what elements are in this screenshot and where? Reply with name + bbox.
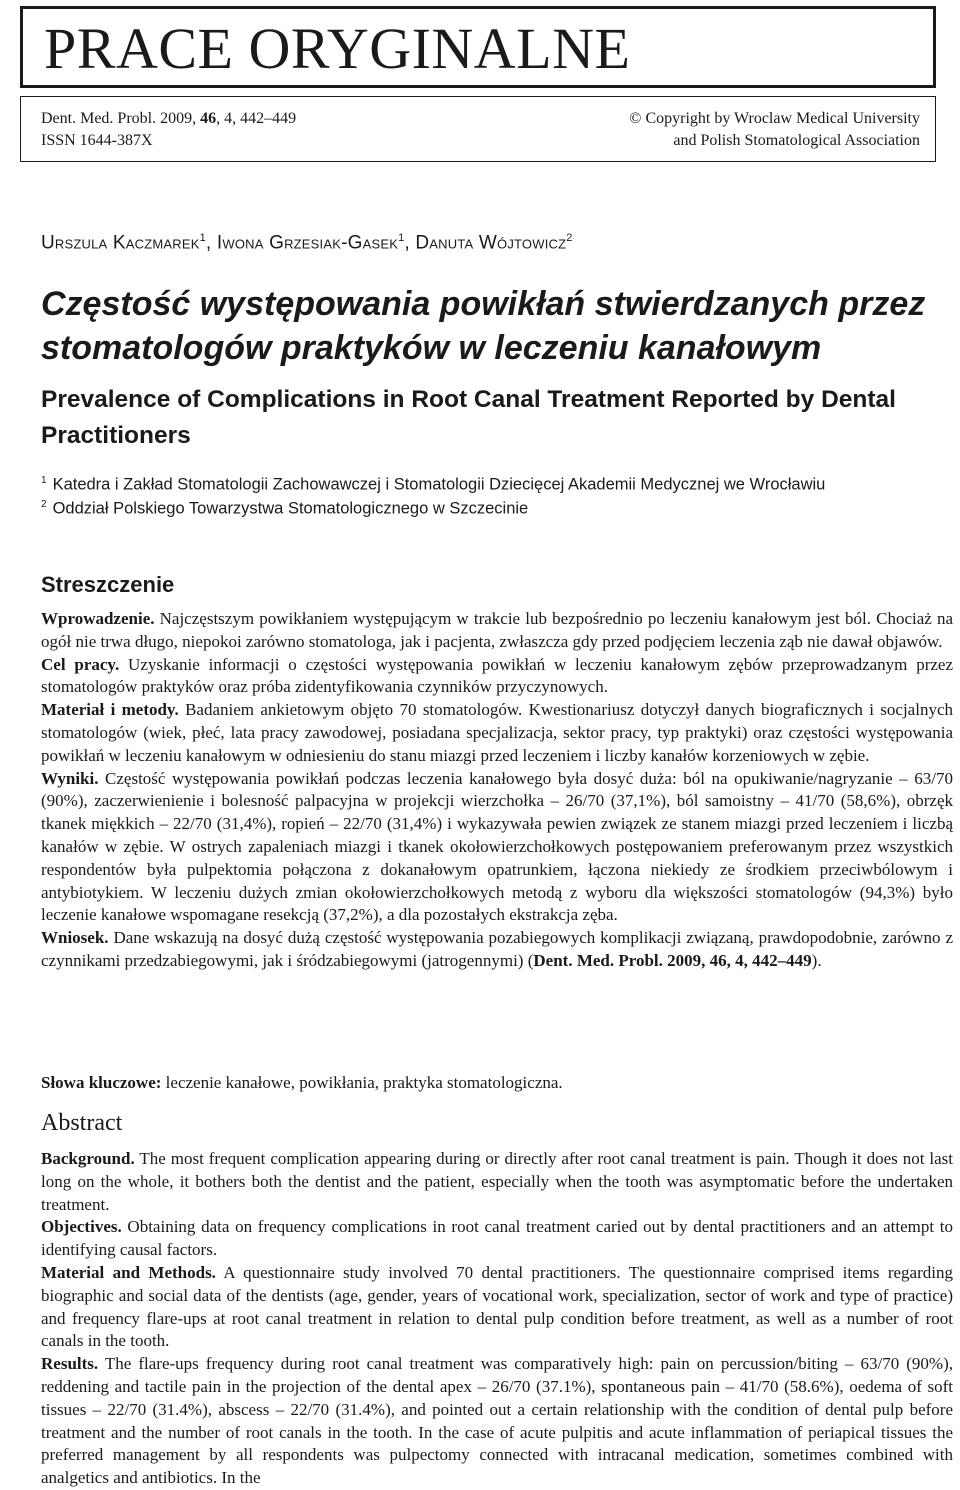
text-objectives: Obtaining data on frequency complications in root canal treatment caried out by dental practitioners and an attempt to identifying causal factors. (41, 1217, 953, 1260)
article-title-polish: Częstość występowania powikłań stwierdzanych przez stomatologów praktyków w leczeniu kanałowym (41, 285, 926, 367)
author-affil-mark: 1 (199, 232, 206, 244)
paragraph-intro (41, 608, 953, 654)
text-results-en: The flare-ups frequency during root canal treatment was comparatively high: pain on percussion/biting – 63/70 (90%), reddening and tactile pain in the projection of the dental apex – 26/70 (37.1%), spontaneous pain – 41/70 (58.6%), oedema of soft tissues – 22/70 (31.4%), abscess – 22/70 (31.4%), and pointed out a certain relationship with the condition of dental pulp before treatment and the number of root canals in the tooth. In the case of acute pulpitis and acute inflammation of periapical tissues the preferred management by all respondents was pulpectomy connected with intracanal medication, sometimes combined with analgetics and antibiotics. In the (41, 1354, 953, 1488)
paragraph-methods-en (41, 1262, 953, 1353)
affiliation-text: Katedra i Zakład Stomatologii Zachowawczej i Stomatologii Dziecięcej Akademii Medycznej we Wrocławiu (52, 475, 826, 494)
label-results-en: Results. (41, 1354, 99, 1374)
text-results: Częstość występowania powikłań podczas leczenia kanałowego była dosyć duża: ból na opukiwanie/nagryzanie – 63/70 (90%), zaczerwienienie i bolesność palpacyjna w projekcji wierzchołka – 26/70 (37,1%), ból samoistny – 41/70 (58,6%), obrzęk tkanek miękkich – 22/70 (31,4%), ropień – 22/70 (31,4%) i wykazywała pewien związek ze stanem miazgi przed leczeniem i liczbą kanałów w zębie. W ostrych zapaleniach miazgi i tkanek okołowierzchołkowych postępowaniem preferowanym przez wszystkich respondentów była pulpektomia połączona z dokanałowym opatrunkiem, łączona niekiedy ze środkiem przeciwbólowym i antybiotykiem. W leczeniu dużych zmian okołowierzchołkowych metodą z wyboru dla większości stomatologów (94,3%) było leczenie kanałowe wspomagane resekcją (37,2%), a dla pozostałych ekstrakcja zęba. (41, 768, 953, 925)
affiliation-1 (41, 475, 825, 495)
paragraph-methods (41, 699, 953, 767)
citation-reference: Dent. Med. Probl. 2009, 46, 4, 442–449 (533, 950, 812, 970)
section-heading-abstract: Abstract (41, 1110, 123, 1136)
author-list (41, 232, 573, 254)
label-intro: Wprowadzenie. (41, 609, 155, 628)
author-separator: , (404, 232, 416, 254)
author-separator: , (205, 232, 217, 254)
text-intro: Najczęstszym powikłaniem występującym w trakcie lub bezpośrednio po leczeniu kanałowym jest ból. Chociaż na ogół nie trwa długo, niepokoi zarówno stomatologa, jak i pacjenta, zwłaszcza gdy przed podjęciem leczenia ząb nie dawał objawów. (41, 609, 953, 651)
affiliation-number: 2 (41, 499, 47, 510)
paragraph-results (41, 768, 953, 928)
citation-suffix: , 4, 442–449 (216, 110, 297, 127)
affiliation-2 (41, 499, 528, 519)
issn: ISSN 1644-387X (41, 132, 153, 149)
author-affil-mark: 1 (398, 232, 405, 244)
citation-block (41, 108, 296, 152)
label-methods: Materiał i metody. (41, 700, 179, 720)
paragraph-results-en (41, 1353, 953, 1490)
paragraph-objectives (41, 1216, 953, 1262)
author-name: Danuta Wójtowicz (415, 232, 567, 254)
label-results: Wyniki. (41, 768, 99, 788)
section-heading-streszczenie: Streszczenie (41, 572, 175, 597)
paragraph-aim (41, 654, 953, 700)
label-background: Background. (41, 1149, 135, 1168)
label-conclusion: Wniosek. (41, 928, 109, 948)
text-conclusion-end: ). (811, 950, 822, 970)
citation-prefix: Dent. Med. Probl. 2009, (41, 110, 201, 127)
label-objectives: Objectives. (41, 1217, 122, 1237)
label-methods-en: Material and Methods. (41, 1262, 216, 1282)
keywords-text: leczenie kanałowe, powikłania, praktyka stomatologiczna. (161, 1073, 563, 1092)
abstract-pl-body (41, 608, 953, 973)
affiliation-text: Oddział Polskiego Towarzystwa Stomatologicznego w Szczecinie (52, 499, 529, 518)
citation-volume: 46 (200, 110, 217, 127)
text-aim: Uzyskanie informacji o częstości występowania powikłań w leczeniu kanałowym zębów przeprowadzanym przez stomatologów praktyków oraz próba zidentyfikowania czynników przyczynowych. (41, 654, 953, 697)
keywords-label: Słowa kluczowe: (41, 1073, 162, 1092)
citation-line (41, 108, 296, 130)
copyright-line-2: and Polish Stomatological Association (673, 132, 920, 149)
copyright-line-1: © Copyright by Wroclaw Medical University (629, 110, 920, 127)
label-aim: Cel pracy. (41, 654, 120, 674)
author-name: Iwona Grzesiak-Gasek (216, 232, 399, 254)
text-background: The most frequent complication appearing during or directly after root canal treatment is pain. Though it does not last long on the whole, it bothers both the dentist and the patient, especially when the tooth was asymptomatic before the undertaken treatment. (41, 1149, 953, 1214)
text-methods-en: A questionnaire study involved 70 dental practitioners. The questionnaire comprised items regarding biographic and social data of the dentists (age, gender, years of vocational work, specialization, sector of work and type of practice) and frequency flare-ups at root canal treatment in relation to dental pulp condition before treatment, as well as a number of root canals in the tooth. (41, 1262, 953, 1351)
author-affil-mark: 2 (566, 232, 573, 244)
section-banner: PRACE ORYGINALNE (44, 16, 631, 81)
paragraph-conclusion (41, 927, 953, 973)
article-title-english: Prevalence of Complications in Root Canal Treatment Reported by Dental Practitioners (41, 386, 896, 449)
affiliation-number: 1 (41, 475, 47, 486)
text-conclusion: Dane wskazują na dosyć dużą częstość występowania pozabiegowych komplikacji związaną, prawdopodobnie, zarówno z czynnikami przedzabiegowymi, jak i śródzabiegowymi (jatrogennymi) ( (41, 928, 953, 970)
keywords-line (41, 1073, 563, 1093)
author-name: Urszula Kaczmarek (41, 232, 200, 254)
text-methods: Badaniem ankietowym objęto 70 stomatologów. Kwestionariusz dotyczył danych biograficznych i socjalnych stomatologów (wiek, płeć, lata pracy zawodowej, posiadana specjalizacja, sektor pracy, typ praktyki) oraz częstości występowania powikłań w leczeniu kanałowym w odniesieniu do stanu miazgi przed leczeniem i liczby kanałów korzeniowych w zębie. (41, 700, 953, 765)
paragraph-background (41, 1148, 953, 1216)
copyright-block (629, 108, 920, 152)
abstract-en-body (41, 1148, 953, 1490)
